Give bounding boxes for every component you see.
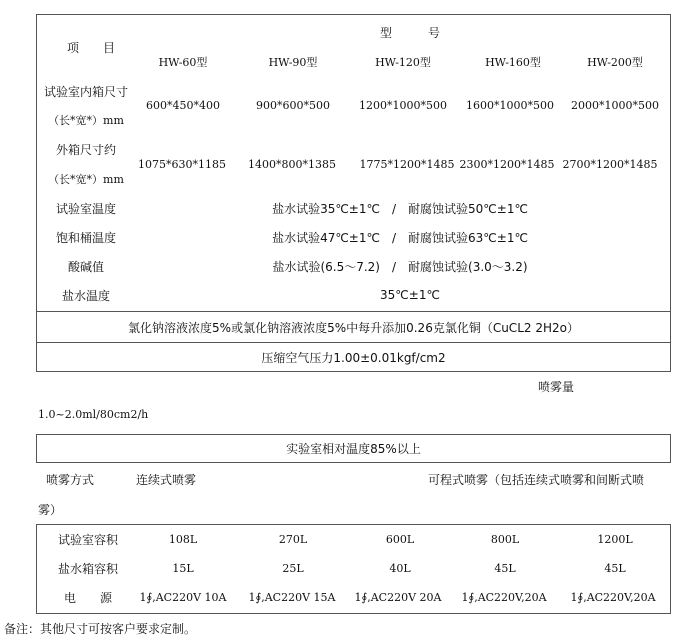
test-temp-label: 试验室温度 (55, 201, 116, 216)
spray-method-programmable: 可程式喷雾（包括连续式喷雾和间断式喷 (428, 473, 645, 487)
power-hw60: 1∮,AC220V 10A (139, 590, 227, 604)
inner-size-hw120: 1200*1000*500 (359, 98, 447, 112)
power-hw90: 1∮,AC220V 15A (248, 590, 336, 604)
model-header: 型 号 (379, 25, 440, 40)
brine-tank-label: 盐水箱容积 (57, 561, 118, 576)
power-hw160: 1∮,AC220V,20A (461, 590, 547, 604)
brine-tank-hw200: 45L (604, 561, 626, 575)
outer-size-label: 外箱尺寸约 (55, 142, 116, 157)
spray-method-label: 喷雾方式 (46, 473, 95, 487)
spray-amount-label: 喷雾量 (538, 380, 575, 394)
outer-size-hw60: 1075*630*1185 (138, 157, 226, 171)
nacl-concentration: 氯化钠溶液浓度5%或氯化钠溶液浓度5%中每升添加0.26克氯化铜（CuCL2 2H2o） (128, 320, 579, 335)
outer-size-hw120: 1775*1200*1485 (359, 157, 455, 171)
inner-size-hw60: 600*450*400 (146, 98, 220, 112)
brine-tank-hw160: 45L (494, 561, 516, 575)
inner-size-unit: （长*宽*）mm (48, 114, 124, 127)
air-pressure: 压缩空气压力1.00±0.01kgf/cm2 (261, 350, 446, 365)
chamber-volume-hw90: 270L (278, 532, 308, 546)
inner-size-label: 试验室内箱尺寸 (43, 84, 128, 99)
model-hw60: HW-60型 (158, 56, 208, 69)
footnote: 备注：其他尺寸可按客户要求定制。 (4, 622, 197, 636)
chamber-volume-hw160: 800L (490, 532, 520, 546)
relative-humidity: 实验室相对温度85%以上 (286, 441, 421, 456)
table1-top-border (36, 14, 671, 15)
ph-value: 盐水试验(6.5～7.2) / 耐腐蚀试验(3.0～3.2) (272, 259, 528, 274)
model-hw120: HW-120型 (375, 56, 431, 69)
brine-temp-value: 35℃±1℃ (380, 288, 440, 302)
nacl-bottom-border (36, 342, 671, 343)
outer-size-hw160: 2300*1200*1485 (459, 157, 555, 171)
outer-size-hw200: 2700*1200*1485 (562, 157, 658, 171)
chamber-volume-hw200: 1200L (597, 532, 633, 546)
brine-tank-hw90: 25L (282, 561, 304, 575)
power-label: 电 源 (63, 590, 112, 605)
humidity-top-border (36, 434, 671, 435)
ph-label: 酸碱值 (67, 259, 104, 274)
spray-method-continuous: 连续式喷雾 (136, 473, 197, 487)
inner-size-hw90: 900*600*500 (256, 98, 330, 112)
brine-tank-hw120: 40L (389, 561, 411, 575)
table2-bottom-border (36, 613, 671, 614)
outer-size-hw90: 1400*800*1385 (248, 157, 336, 171)
model-hw160: HW-160型 (485, 56, 541, 69)
chamber-volume-hw60: 108L (168, 532, 198, 546)
power-hw120: 1∮,AC220V 20A (354, 590, 442, 604)
pressure-bottom-border (36, 371, 671, 372)
table1-bottom-border (36, 311, 671, 312)
power-hw200: 1∮,AC220V,20A (570, 590, 656, 604)
table2-left-border (36, 524, 37, 614)
item-header: 项 目 (66, 40, 115, 55)
outer-size-unit: （长*宽*）mm (48, 173, 124, 186)
table2-top-border (36, 524, 671, 525)
spray-amount-value: 1.0~2.0ml/80cm2/h (38, 408, 149, 421)
spray-method-programmable-cont: 雾） (38, 503, 63, 517)
humidity-bottom-border (36, 462, 671, 463)
brine-temp-label: 盐水温度 (61, 288, 110, 303)
inner-size-hw200: 2000*1000*500 (571, 98, 659, 112)
model-hw90: HW-90型 (268, 56, 318, 69)
inner-size-hw160: 1600*1000*500 (466, 98, 554, 112)
model-hw200: HW-200型 (587, 56, 643, 69)
table2-right-border (670, 524, 671, 614)
sat-temp-value: 盐水试验47℃±1℃ / 耐腐蚀试验63℃±1℃ (272, 230, 528, 245)
sat-temp-label: 饱和桶温度 (55, 230, 116, 245)
chamber-volume-label: 试验室容积 (57, 532, 118, 547)
brine-tank-hw60: 15L (172, 561, 194, 575)
chamber-volume-hw120: 600L (385, 532, 415, 546)
test-temp-value: 盐水试验35℃±1℃ / 耐腐蚀试验50℃±1℃ (272, 201, 528, 216)
